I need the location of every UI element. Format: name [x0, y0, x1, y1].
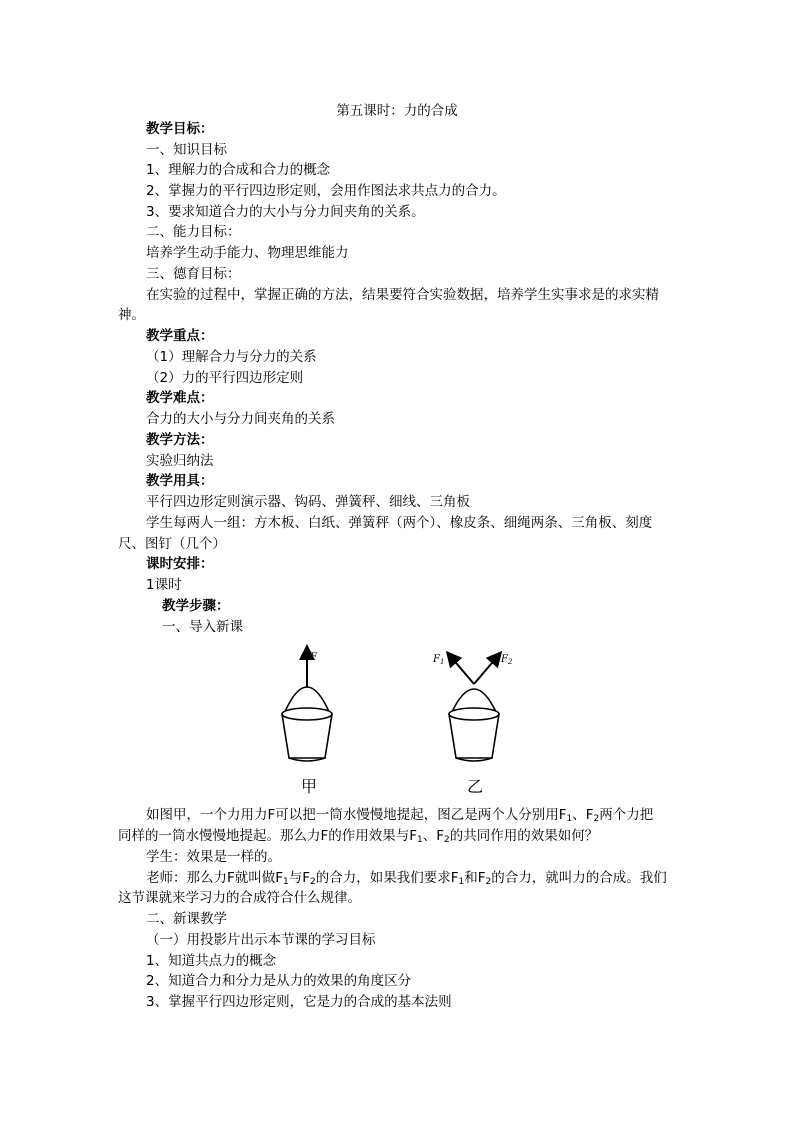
tools-item-2-line-2: 尺、图钉（几个） — [118, 536, 226, 552]
paragraph-1-line-1: 如图甲，一个力用力F可以把一筒水慢慢地提起，图乙是两个人分别用$F_1$、$F_2$两个力把 — [146, 807, 654, 824]
schedule-heading: 课时安排： — [146, 556, 214, 572]
moral-text-line-1: 在实验的过程中，掌握正确的方法，结果要符合实验数据，培养学生实事求是的求实精 — [146, 287, 659, 303]
bucket-left — [282, 652, 332, 761]
difficulty-heading: 教学难点： — [146, 390, 214, 406]
bucket-right — [449, 657, 499, 761]
teacher-line-2: 这节课就来学习力的合成符合什么规律。 — [118, 890, 361, 906]
goal-item-2: 2、知道合力和分力是从力的效果的角度区分 — [146, 973, 412, 989]
ability-text: 培养学生动手能力、物理思维能力 — [146, 245, 349, 261]
knowledge-item-3: 3、要求知道合力的大小与分力间夹角的关系。 — [146, 204, 425, 220]
method-heading: 教学方法： — [146, 432, 214, 448]
force-arrow-F1 — [451, 657, 474, 684]
key-heading: 教学重点： — [146, 328, 214, 344]
bucket-diagram — [270, 640, 560, 800]
goal-item-3: 3、掌握平行四边形定则，它是力的合成的基本法则 — [146, 994, 452, 1010]
bucket-rim-right — [449, 708, 499, 720]
label-jia: 甲 — [301, 777, 318, 796]
label-F1: $F_1$ — [433, 654, 445, 666]
force-arrow-F2 — [474, 657, 497, 684]
label-yi: 乙 — [467, 777, 484, 796]
tools-heading: 教学用具： — [146, 473, 214, 489]
goal-item-1: 1、知道共点力的概念 — [146, 953, 277, 969]
objectives-heading: 教学目标： — [146, 121, 214, 137]
ability-heading: 二、能力目标： — [146, 224, 241, 240]
teacher-line-1: 老师：那么力F就叫做$F_1$与$F_2$的合力，如果我们要求$F_1$和$F_2$的合力，就叫力的合成。我们 — [146, 870, 667, 887]
steps-heading: 教学步骤： — [162, 598, 230, 614]
moral-heading: 三、德育目标： — [146, 266, 241, 282]
label-F2: $F_2$ — [501, 654, 513, 666]
key-item-2: （2）力的平行四边形定则 — [146, 370, 304, 386]
label-F: F — [310, 652, 317, 663]
student-answer: 学生：效果是一样的。 — [146, 849, 281, 865]
key-item-1: （1）理解合力与分力的关系 — [146, 349, 317, 365]
moral-text-line-2: 神。 — [118, 307, 145, 323]
difficulty-text: 合力的大小与分力间夹角的关系 — [146, 411, 335, 427]
paragraph-1-line-2: 同样的一筒水慢慢地提起。那么力F的作用效果与$F_1$、$F_2$的共同作用的效果如何？ — [118, 828, 599, 845]
new-lesson-heading: 二、新课教学 — [146, 911, 227, 927]
schedule-text: 1课时 — [146, 577, 182, 593]
bucket-rim-left — [282, 708, 332, 720]
tools-item-2-line-1: 学生每两人一组：方木板、白纸、弹簧秤（两个）、橡皮条、细绳两条、三角板、刻度 — [146, 515, 653, 531]
bucket-figure — [270, 640, 560, 800]
step1-heading: 一、导入新课 — [162, 619, 243, 635]
new-lesson-item-1: （一）用投影片出示本节课的学习目标 — [146, 932, 376, 948]
knowledge-item-1: 1、理解力的合成和合力的概念 — [146, 162, 331, 178]
method-text: 实验归纳法 — [146, 453, 214, 469]
knowledge-heading: 一、知识目标 — [146, 142, 227, 158]
page-title: 第五课时：力的合成 — [336, 103, 458, 119]
tools-item-1: 平行四边形定则演示器、钩码、弹簧秤、细线、三角板 — [146, 494, 470, 510]
knowledge-item-2: 2、掌握力的平行四边形定则，会用作图法求共点力的合力。 — [146, 183, 506, 199]
